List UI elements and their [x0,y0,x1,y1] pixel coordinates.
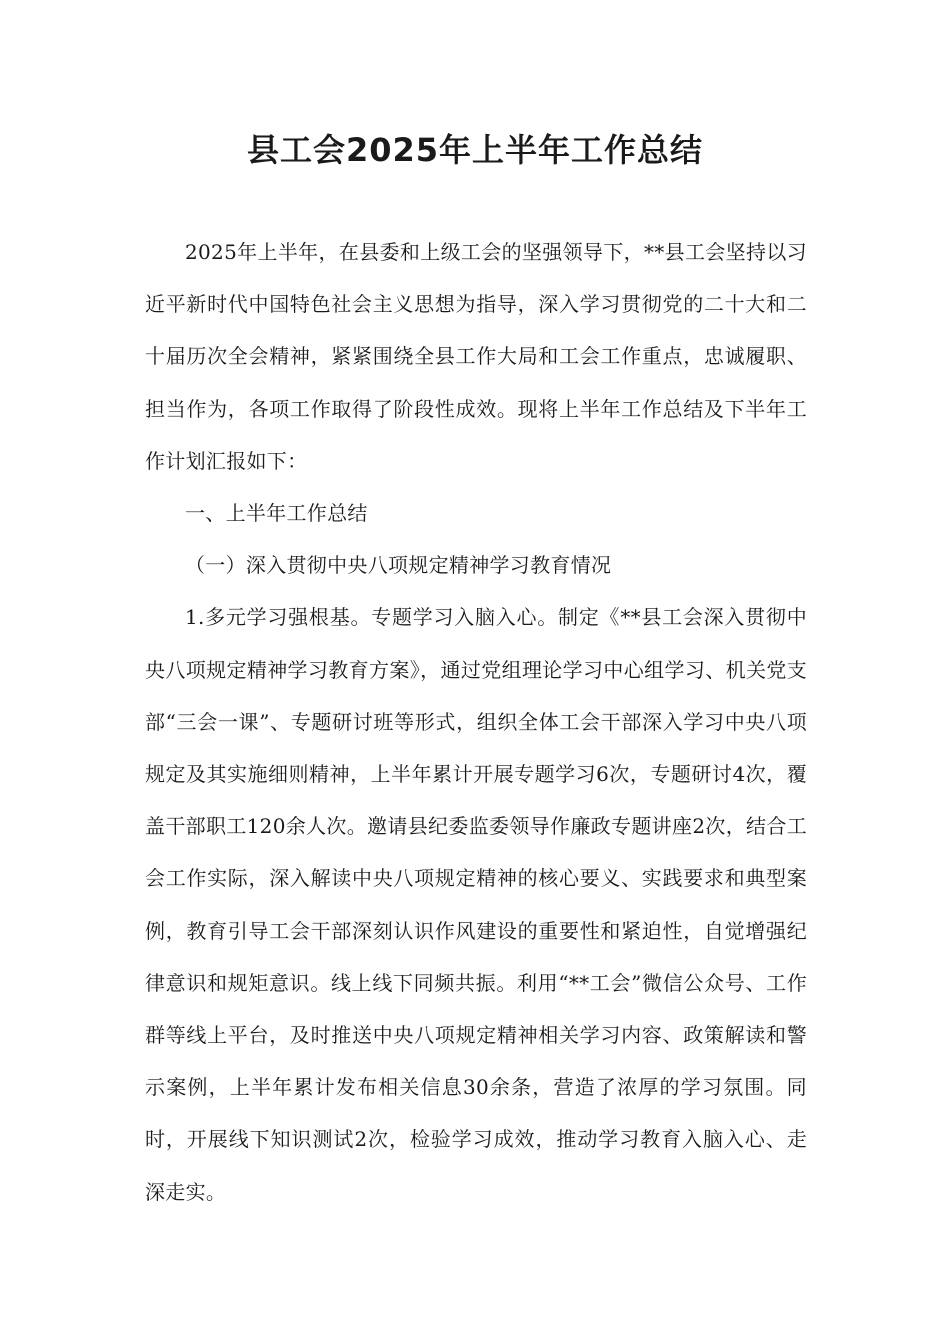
body-paragraph: 1.多元学习强根基。专题学习入脑入心。制定《**县工会深入贯彻中央八项规定精神学习教育方案》，通过党组理论学习中心组学习、机关党支部“三会一课”、专题研讨班等形式，组织全体工会干部深入学习中央八项规定及其实施细则精神，上半年累计开展专题学习6次，专题研讨4次，覆盖干部职工120余人次。邀请县纪委监委领导作廉政专题讲座2次，结合工会工作实际，深入解读中央八项规定精神的核心要义、实践要求和典型案例，教育引导工会干部深刻认识作风建设的重要性和紧迫性，自觉增强纪律意识和规矩意识。线上线下同频共振。利用“**工会”微信公众号、工作群等线上平台，及时推送中央八项规定精神相关学习内容、政策解读和警示案例，上半年累计发布相关信息30余条，营造了浓厚的学习氛围。同时，开展线下知识测试2次，检验学习成效，推动学习教育入脑入心、走深走实。 [145,605,807,1204]
document-body [145,226,807,1218]
intro-paragraph: 2025年上半年，在县委和上级工会的坚强领导下，**县工会坚持以习近平新时代中国特色社会主义思想为指导，深入学习贯彻党的二十大和二十届历次全会精神，紧紧围绕全县工作大局和工会工作重点，忠诚履职、担当作为，各项工作取得了阶段性成效。现将上半年工作总结及下半年工作计划汇报如下： [145,240,807,473]
section-heading: 一、上半年工作总结 [185,501,368,526]
document-title: 县工会2025年上半年工作总结 [246,131,704,169]
subsection-heading: （一）深入贯彻中央八项规定精神学习教育情况 [185,553,612,578]
